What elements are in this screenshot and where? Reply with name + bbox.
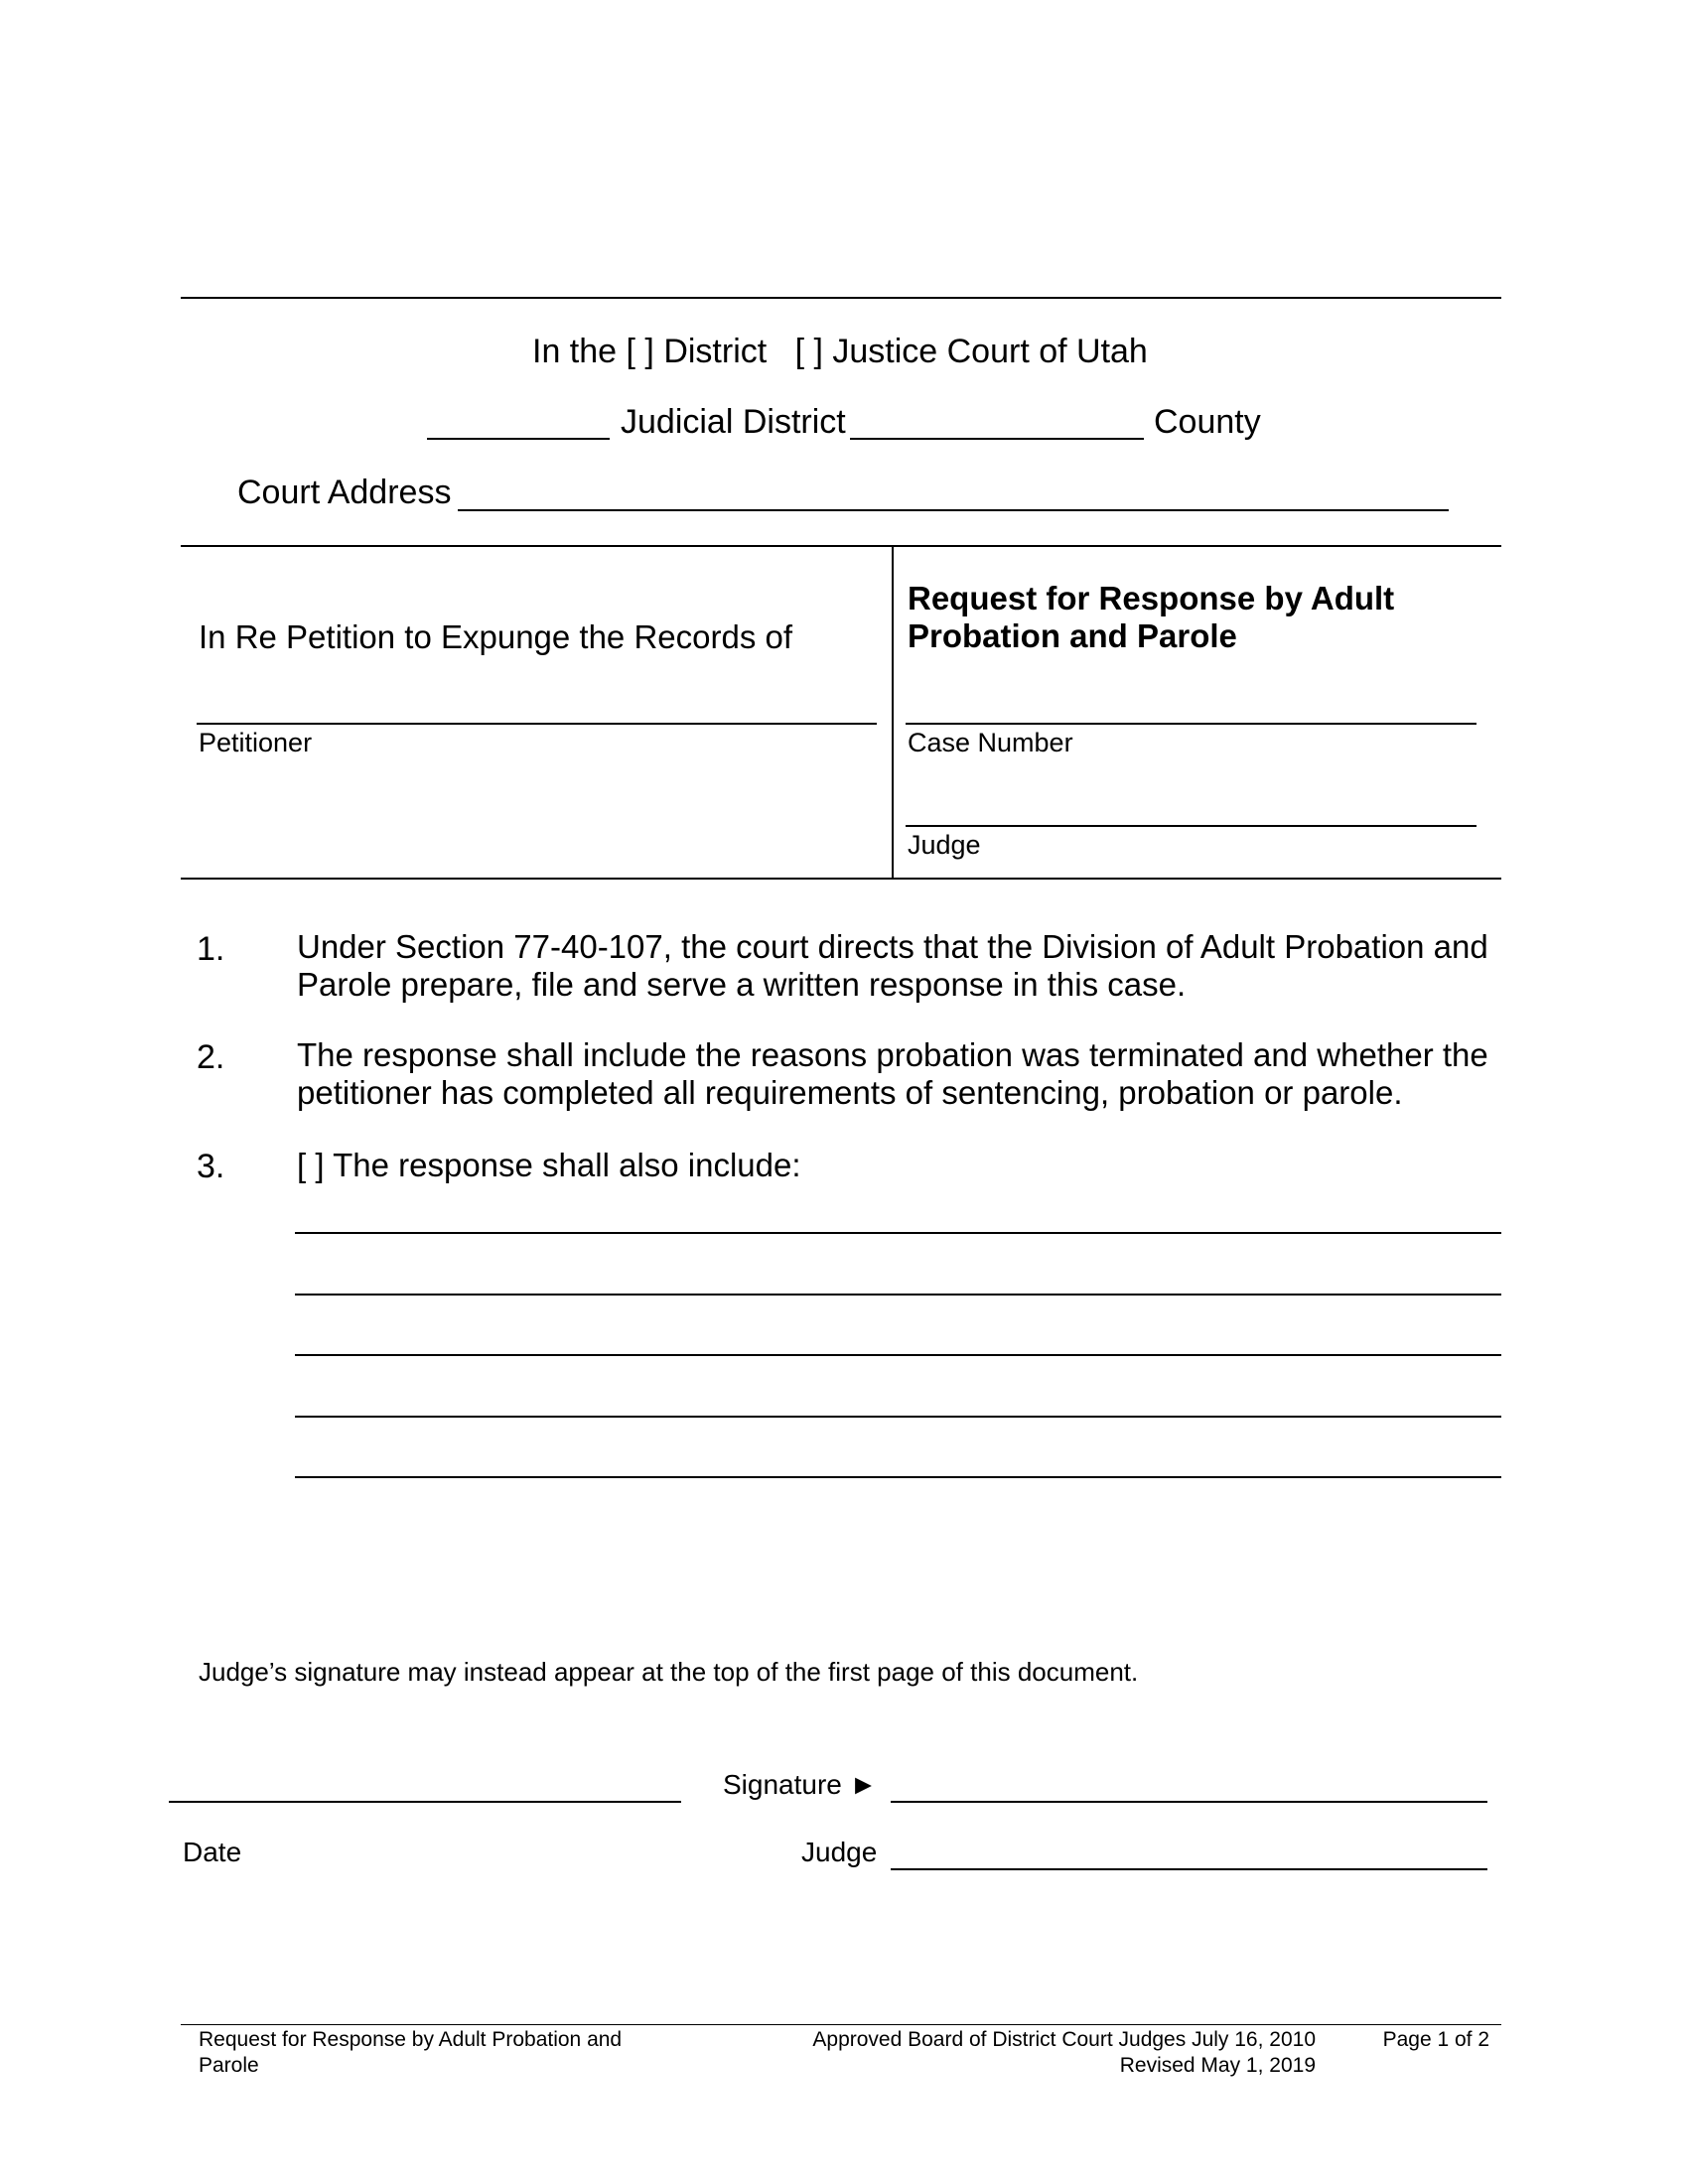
justice-checkbox[interactable]: [ ] [794,333,823,370]
caption-bottom-rule [181,878,1501,880]
county-field[interactable] [850,438,1144,440]
also-include-text: The response shall also include: [333,1147,801,1183]
top-rule [181,297,1501,299]
footer-form-title: Request for Response by Adult Probation and Parole [199,2028,623,2077]
response-line[interactable] [295,1232,1501,1234]
footer-revised: Revised May 1, 2019 [1119,2054,1316,2077]
petitioner-label: Petitioner [199,728,313,757]
county-label: County [1154,403,1261,441]
case-number-field[interactable] [906,723,1477,725]
judge-signature-label: Judge [801,1837,878,1867]
response-line[interactable] [295,1476,1501,1478]
court-address-field[interactable] [458,509,1449,511]
signature-label: Signature ► [723,1769,878,1800]
caption-top-rule [181,545,1501,547]
petitioner-field[interactable] [197,723,877,725]
footer-rule [181,2024,1501,2025]
item-number: 2. [197,1038,225,1076]
response-line[interactable] [295,1294,1501,1296]
judicial-district-label: Judicial District [621,403,846,441]
judge-label: Judge [908,830,981,860]
in-re-text: In Re Petition to Expunge the Records of [199,618,793,655]
item-text: Under Section 77-40-107, the court directs that the Division of Adult Probation and Parole prepare, file and serve a written response in this case. [297,928,1488,1003]
date-field[interactable] [169,1801,681,1803]
also-include-checkbox[interactable]: [ ] [297,1147,325,1183]
justice-label: Justice Court of Utah [832,333,1148,370]
caption-divider [892,546,894,878]
response-line[interactable] [295,1354,1501,1356]
district-checkbox[interactable]: [ ] [626,333,654,370]
item-number: 3. [197,1148,225,1185]
item-number: 1. [197,930,225,968]
judge-name-field[interactable] [906,825,1477,827]
judicial-district-field[interactable] [427,438,610,440]
footer-approved: Approved Board of District Court Judges July 16, 2010 [812,2028,1316,2051]
judge-signature-field[interactable] [891,1868,1487,1870]
case-number-label: Case Number [908,728,1073,757]
signature-note: Judge’s signature may instead appear at the top of the first page of this document. [199,1657,1139,1687]
response-line[interactable] [295,1416,1501,1418]
court-address-label: Court Address [237,474,452,511]
item-text: The response shall include the reasons probation was terminated and whether the petitioner has completed all requirements of sentencing, probation or parole. [297,1036,1488,1111]
footer-page-number: Page 1 of 2 [1382,2028,1489,2051]
court-line [532,333,1148,370]
court-line-prefix: In the [532,333,618,370]
document-title: Request for Response by Adult Probation and Parole [908,580,1395,654]
district-label: District [663,333,768,370]
date-label: Date [183,1837,242,1867]
signature-field[interactable] [891,1801,1487,1803]
item-3-text [297,1147,801,1184]
